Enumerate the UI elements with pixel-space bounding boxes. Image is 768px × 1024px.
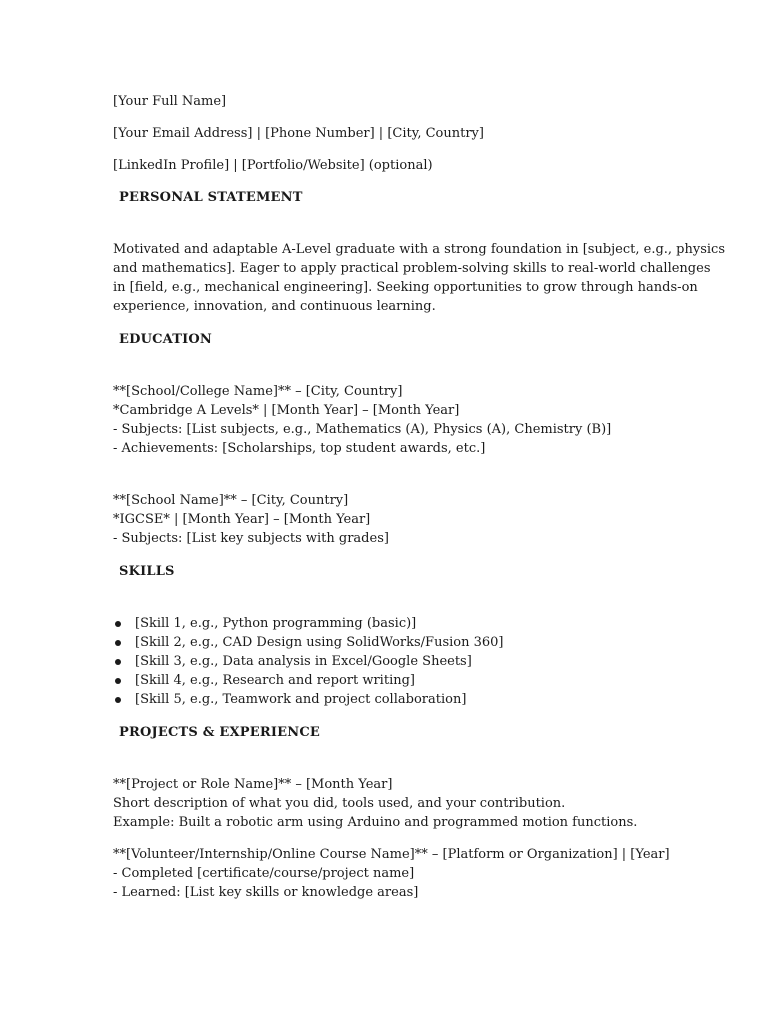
education-line: **[School/College Name]** – [City, Country] <box>113 384 403 399</box>
skills-heading: SKILLS <box>119 564 175 579</box>
list-item <box>113 671 673 690</box>
education-line: - Subjects: [List subjects, e.g., Mathematics (A), Physics (A), Chemistry (B)] <box>113 422 612 437</box>
bullet-icon <box>115 678 121 684</box>
skill-text: [Skill 4, e.g., Research and report writing] <box>135 673 415 688</box>
education-line: *IGCSE* | [Month Year] – [Month Year] <box>113 512 371 527</box>
personal-statement-heading: PERSONAL STATEMENT <box>119 190 303 205</box>
contact-line: [Your Email Address] | [Phone Number] | [City, Country] <box>113 126 484 141</box>
resume-document <box>113 92 725 902</box>
bullet-icon <box>115 640 121 646</box>
statement-line: experience, innovation, and continuous learning. <box>113 299 436 314</box>
project-line: Example: Built a robotic arm using Arduino and programmed motion functions. <box>113 815 638 830</box>
project-line: - Learned: [List key skills or knowledge areas] <box>113 885 419 900</box>
skill-text: [Skill 3, e.g., Data analysis in Excel/Google Sheets] <box>135 654 472 669</box>
statement-line: and mathematics]. Eager to apply practical problem-solving skills to real-world challenges <box>113 261 711 276</box>
bullet-icon <box>115 659 121 665</box>
skills-list <box>113 614 673 709</box>
project-line: **[Volunteer/Internship/Online Course Name]** – [Platform or Organization] | [Year] <box>113 847 670 862</box>
project-line: **[Project or Role Name]** – [Month Year] <box>113 777 393 792</box>
personal-statement-text <box>113 240 725 316</box>
bullet-icon <box>115 621 121 627</box>
statement-line: Motivated and adaptable A-Level graduate with a strong foundation in [subject, e.g., physics <box>113 242 725 257</box>
list-item <box>113 614 673 633</box>
education-entry <box>113 491 673 548</box>
links-line: [LinkedIn Profile] | [Portfolio/Website] (optional) <box>113 158 433 173</box>
list-item <box>113 633 673 652</box>
skill-text: [Skill 5, e.g., Teamwork and project collaboration] <box>135 692 467 707</box>
skill-text: [Skill 2, e.g., CAD Design using SolidWorks/Fusion 360] <box>135 635 504 650</box>
education-entry <box>113 382 673 458</box>
project-line: - Completed [certificate/course/project name] <box>113 866 415 881</box>
project-line: Short description of what you did, tools used, and your contribution. <box>113 796 566 811</box>
project-entry <box>113 845 673 902</box>
education-line: **[School Name]** – [City, Country] <box>113 493 349 508</box>
list-item <box>113 690 673 709</box>
education-line: *Cambridge A Levels* | [Month Year] – [Month Year] <box>113 403 460 418</box>
list-item <box>113 652 673 671</box>
skill-text: [Skill 1, e.g., Python programming (basic)] <box>135 616 417 631</box>
projects-heading: PROJECTS & EXPERIENCE <box>119 725 320 740</box>
statement-line: in [field, e.g., mechanical engineering]. Seeking opportunities to grow through hands-on <box>113 280 698 295</box>
education-heading: EDUCATION <box>119 332 213 347</box>
full-name: [Your Full Name] <box>113 94 227 109</box>
bullet-icon <box>115 697 121 703</box>
project-entry <box>113 775 673 832</box>
education-line: - Subjects: [List key subjects with grades] <box>113 531 389 546</box>
education-line: - Achievements: [Scholarships, top student awards, etc.] <box>113 441 486 456</box>
